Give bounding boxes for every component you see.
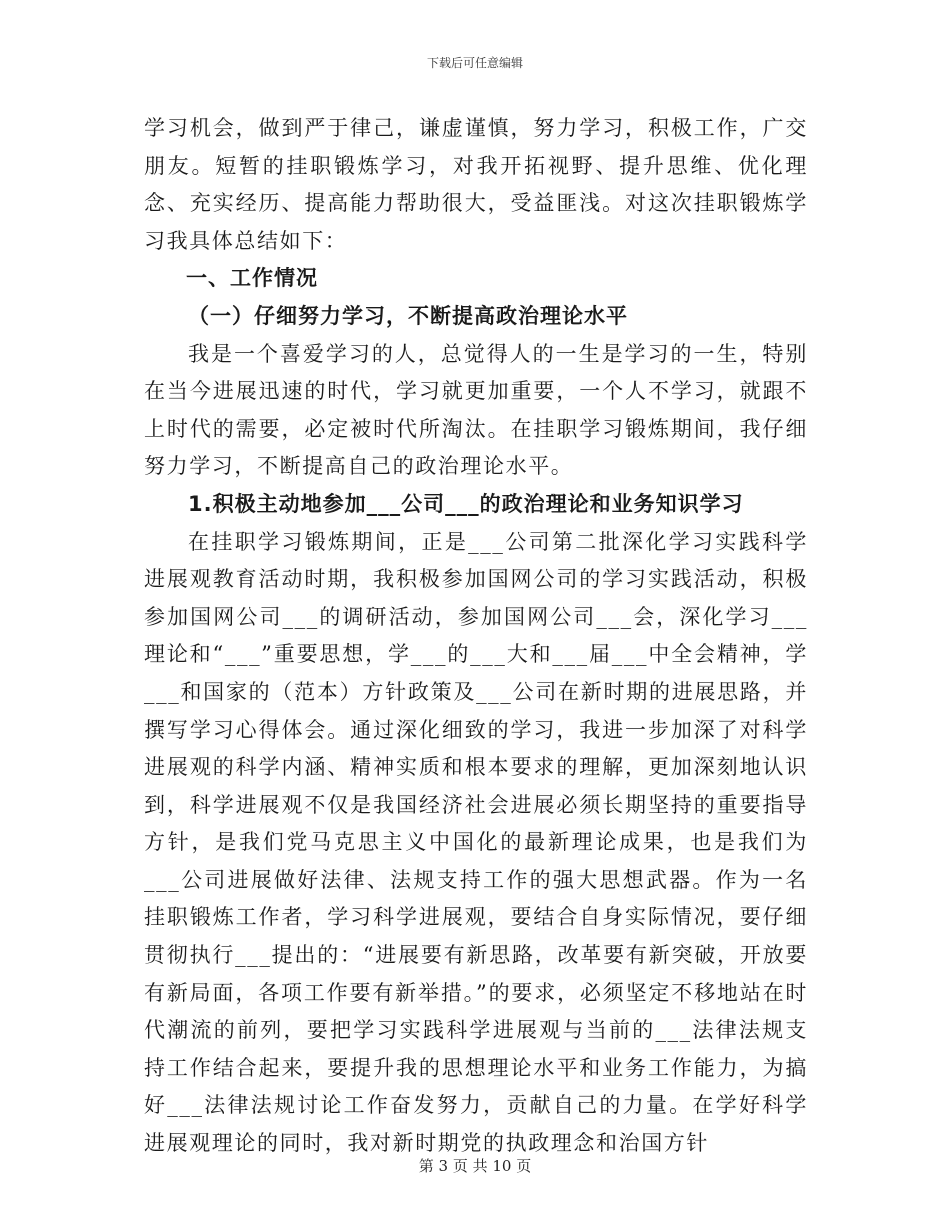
subsection-heading: （一）仔细努力学习，不断提高政治理论水平 (188, 303, 628, 328)
item-heading: 1.积极主动地参加___公司___的政治理论和业务知识学习 (188, 491, 744, 516)
document-body (144, 110, 808, 1163)
paragraph-continuation: 学习机会，做到严于律己，谦虚谨慎，努力学习，积极工作，广交朋友。短暂的挂职锻炼学习，对我开拓视野、提升思维、优化理念、充实经历、提高能力帮助很大，受益匪浅。对这次挂职锻炼学习我具体总结如下： (144, 116, 808, 253)
section-heading: 一、工作情况 (186, 266, 318, 291)
paragraph-study-activities: 在挂职学习锻炼期间，正是___公司第二批深化学习实践科学进展观教育活动时期，我积极参加国网公司的学习实践活动，积极参加国网公司___的调研活动，参加国网公司___会，深化学习___理论和“___”重要思想，学___的___大和___届___中全会精神，学___和国家的（范本）方针政策及___公司在新时期的进展思路，并撰写学习心得体会。通过深化细致的学习，我进一步加深了对科学进展观的科学内涵、精神实质和根本要求的理解，更加深刻地认识到，科学进展观不仅是我国经济社会进展必须长期坚持的重要指导方针，是我们党马克思主义中国化的最新理论成果，也是我们为___公司进展做好法律、法规支持工作的强大思想武器。作为一名挂职锻炼工作者，学习科学进展观，要结合自身实际情况，要仔细贯彻执行___提出的：“进展要有新思路，改革要有新突破，开放要有新局面，各项工作要有新举措。”的要求，必须坚定不移地站在时代潮流的前列，要把学习实践科学进展观与当前的___法律法规支持工作结合起来，要提升我的思想理论水平和业务工作能力，为搞好___法律法规讨论工作奋发努力，贡献自己的力量。在学好科学进展观理论的同时，我对新时期党的执政理念和治国方针 (144, 529, 808, 1156)
page-footer: 第 3 页 共 10 页 (418, 1157, 532, 1175)
page-header: 下载后可任意编辑 (426, 56, 523, 70)
paragraph-learning: 我是一个喜爱学习的人，总觉得人的一生是学习的一生，特别在当今进展迅速的时代，学习就更加重要，一个人不学习，就跟不上时代的需要，必定被时代所淘汰。在挂职学习锻炼期间，我仔细努力学习，不断提高自己的政治理论水平。 (144, 341, 808, 479)
